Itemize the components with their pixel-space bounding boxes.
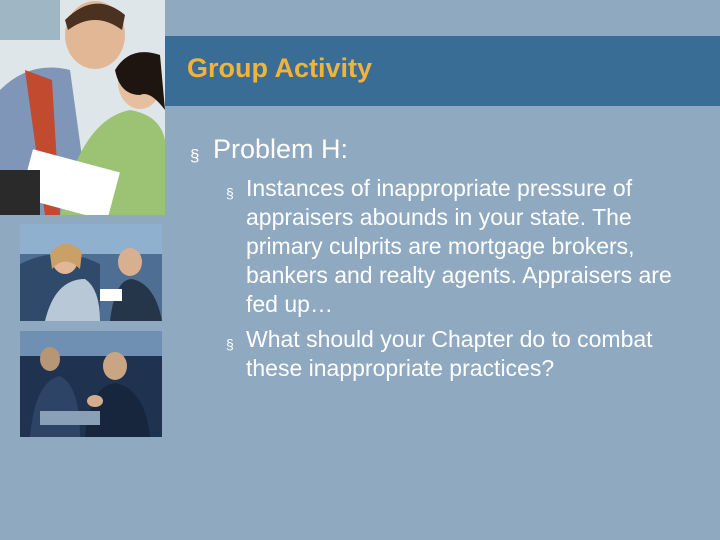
sub-bullet-item <box>214 174 686 319</box>
photo-business-meeting <box>0 0 165 215</box>
bullet-marker: § <box>226 185 234 201</box>
bullet-level1 <box>190 132 690 166</box>
photo-car-passengers <box>20 224 162 321</box>
sub-bullet-text: Instances of inappropriate pressure of appraisers abounds in your state. The primary culprits are mortgage brokers, bankers and realty agents. Appraisers are fed up… <box>246 175 672 317</box>
bullet-marker: § <box>226 336 234 352</box>
photo-meeting-table <box>20 331 162 437</box>
bullet-marker: § <box>190 146 200 165</box>
sub-bullet-list <box>190 174 690 383</box>
sub-bullet-text: What should your Chapter do to combat these inappropriate practices? <box>246 326 653 381</box>
sub-bullet-item <box>214 325 686 383</box>
bullet-list <box>190 132 690 389</box>
bullet-text-problem-h: Problem H: <box>213 134 349 164</box>
slide-title: Group Activity <box>187 53 373 83</box>
